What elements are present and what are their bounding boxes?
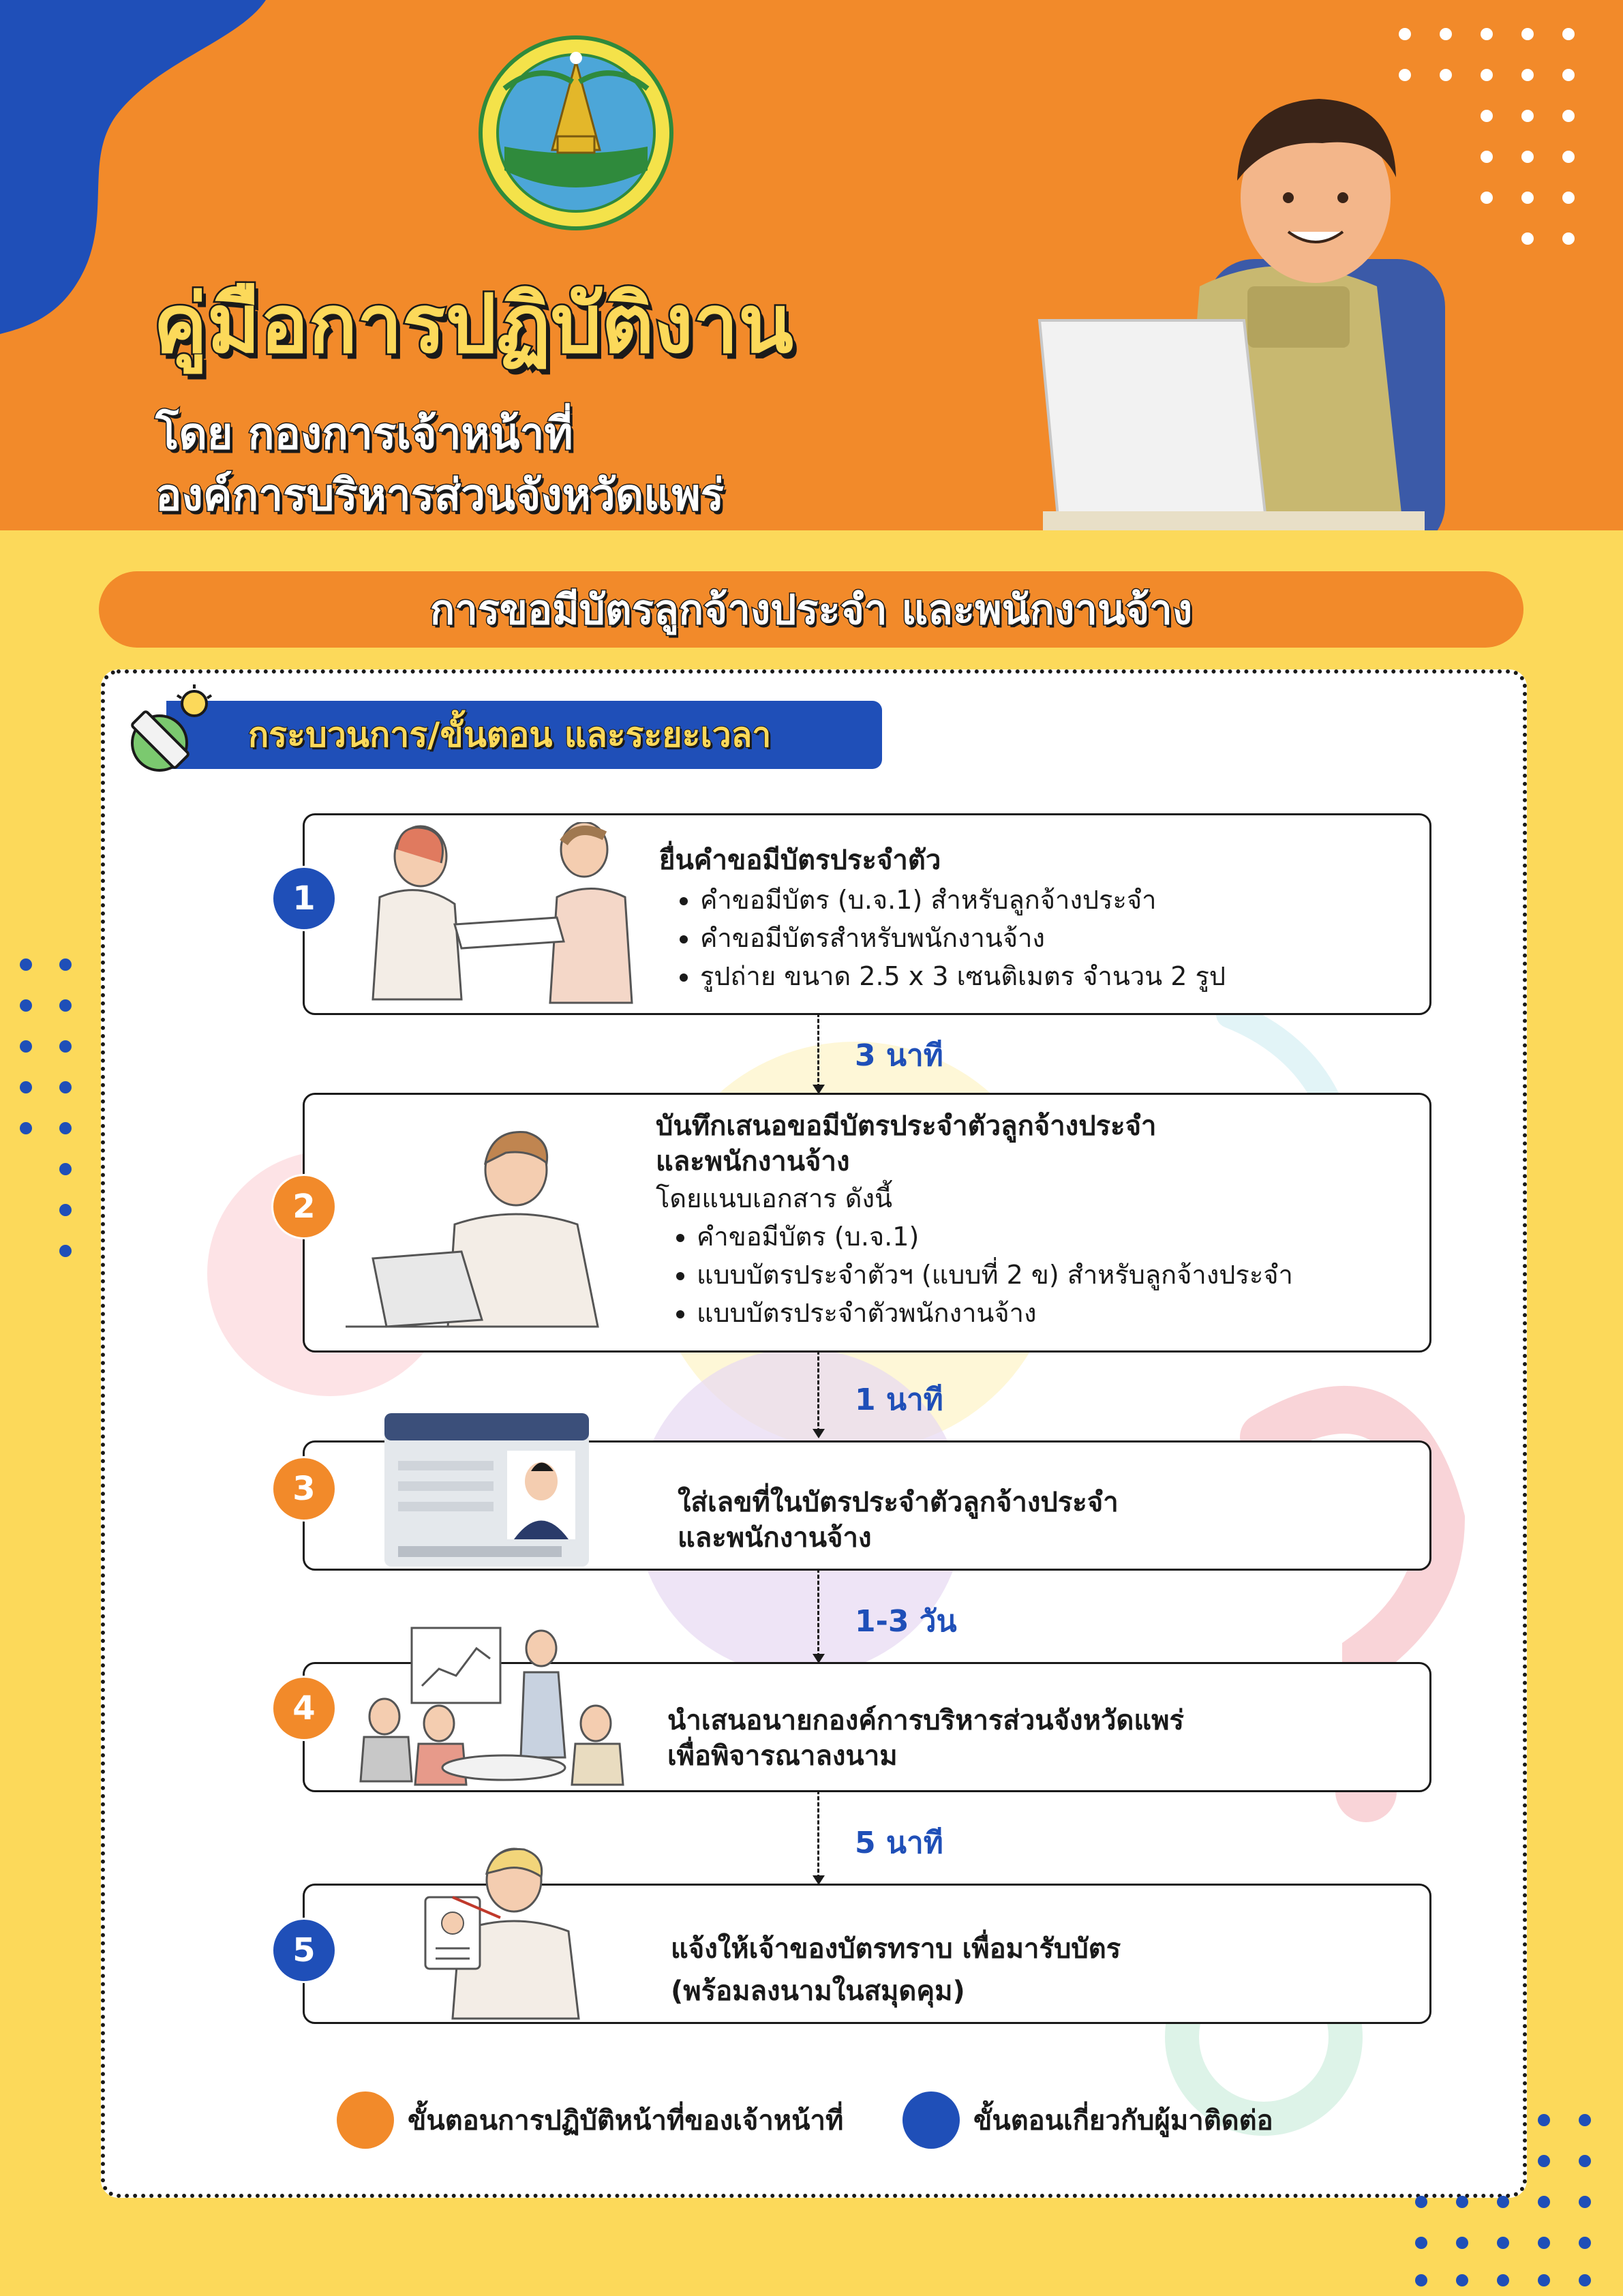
- legend-contact: [902, 2091, 1273, 2149]
- header-banner: [0, 0, 1623, 530]
- list-item: • แบบบัตรประจำตัวพนักงานจ้าง: [697, 1294, 1293, 1332]
- list-item: • คำขอมีบัตร (บ.จ.1): [697, 1218, 1293, 1256]
- legend-blue-dot: [902, 2091, 960, 2149]
- topic-banner: [99, 571, 1523, 648]
- section-tab: [166, 701, 882, 769]
- step-2-text: [656, 1108, 1293, 1332]
- step-1-document-list: [659, 881, 1226, 995]
- step-2-number-badge: 2: [271, 1174, 337, 1239]
- step-4-number-badge: 4: [271, 1676, 337, 1741]
- step-1-number-badge: 1: [271, 866, 337, 931]
- officer-at-laptop-illustration: [1022, 61, 1513, 530]
- subtitle-organization: องค์การบริหารส่วนจังหวัดแพร่: [155, 470, 725, 521]
- pencil-lightbulb-icon: [130, 682, 218, 777]
- step-1-text: [659, 843, 1226, 995]
- step-3-text: [678, 1485, 1119, 1556]
- list-item: • รูปถ่าย ขนาด 2.5 x 3 เซนติเมตร จำนวน 2 รูป: [700, 957, 1226, 995]
- step-3-title-line2: และพนักงานจ้าง: [678, 1522, 872, 1554]
- step-2-intro: โดยแนบเอกสาร ดังนี้: [656, 1183, 892, 1213]
- step-5-title-line2: (พร้อมลงนามในสมุดคุม): [671, 1976, 965, 2007]
- list-item: • คำขอมีบัตรสำหรับพนักงานจ้าง: [700, 919, 1226, 957]
- pao-phrae-logo: [477, 34, 675, 232]
- duration-label-2: 1 นาที: [855, 1383, 943, 1417]
- document-handover-illustration: [359, 822, 646, 1006]
- step-4-title-line2: เพื่อพิจารณาลงนาม: [667, 1740, 898, 1772]
- step-2-title-line1: บันทึกเสนอขอมีบัตรประจำตัวลูกจ้างประจำ: [656, 1111, 1157, 1142]
- process-panel: [101, 669, 1527, 2198]
- section-title: กระบวนการ/ขั้นตอน และระยะเวลา: [248, 714, 772, 755]
- person-holding-id-badge-illustration: [391, 1843, 596, 2020]
- dot-grid-decoration: [18, 951, 86, 1265]
- duration-label-3: 1-3 วัน: [855, 1604, 957, 1639]
- step-4-text: [667, 1703, 1184, 1774]
- connector-line: [817, 1790, 819, 1879]
- connector-line: [817, 1013, 819, 1088]
- subtitle-division: โดย กองการเจ้าหน้าที่: [155, 409, 573, 459]
- step-2-title-line2: และพนักงานจ้าง: [656, 1146, 850, 1177]
- legend-staff-label: ขั้นตอนการปฏิบัติหน้าที่ของเจ้าหน้าที่: [408, 2105, 844, 2136]
- step-2-document-list: [656, 1218, 1293, 1332]
- arrow-down-icon: [813, 1429, 825, 1438]
- duration-label-4: 5 นาที: [855, 1826, 943, 1860]
- step-4-title-line1: นำเสนอนายกองค์การบริหารส่วนจังหวัดแพร่: [667, 1705, 1185, 1736]
- meeting-presentation-illustration: [350, 1621, 657, 1788]
- step-3-title-line1: ใส่เลขที่ในบัตรประจำตัวลูกจ้างประจำ: [678, 1487, 1119, 1518]
- step-1-title: ยื่นคำขอมีบัตรประจำตัว: [659, 845, 941, 876]
- step-5-number-badge: 5: [271, 1918, 337, 1983]
- step-2-card: [303, 1093, 1431, 1353]
- step-3-number-badge: 3: [271, 1456, 337, 1522]
- list-item: • คำขอมีบัตร (บ.จ.1) สำหรับลูกจ้างประจำ: [700, 881, 1226, 919]
- connector-line: [817, 1569, 819, 1657]
- step-5-title-line1: แจ้งให้เจ้าของบัตรทราบ เพื่อมารับบัตร: [671, 1933, 1121, 1965]
- man-at-laptop-illustration: [346, 1122, 646, 1333]
- step-1-card: [303, 813, 1431, 1015]
- connector-line: [817, 1350, 819, 1432]
- legend-orange-dot: [337, 2091, 394, 2149]
- id-card-illustration: [384, 1413, 589, 1567]
- dot-grid-decoration: [1408, 2106, 1612, 2291]
- page-title: คู่มือการปฏิบัติงาน: [153, 277, 793, 371]
- list-item: • แบบบัตรประจำตัวฯ (แบบที่ 2 ข) สำหรับลูกจ้างประจำ: [697, 1256, 1293, 1294]
- duration-label-1: 3 นาที: [855, 1038, 943, 1073]
- topic-title: การขอมีบัตรลูกจ้างประจำ และพนักงานจ้าง: [429, 586, 1193, 634]
- legend-contact-label: ขั้นตอนเกี่ยวกับผู้มาติดต่อ: [973, 2105, 1273, 2136]
- step-5-text: [671, 1928, 1121, 2012]
- legend-staff: [337, 2091, 843, 2149]
